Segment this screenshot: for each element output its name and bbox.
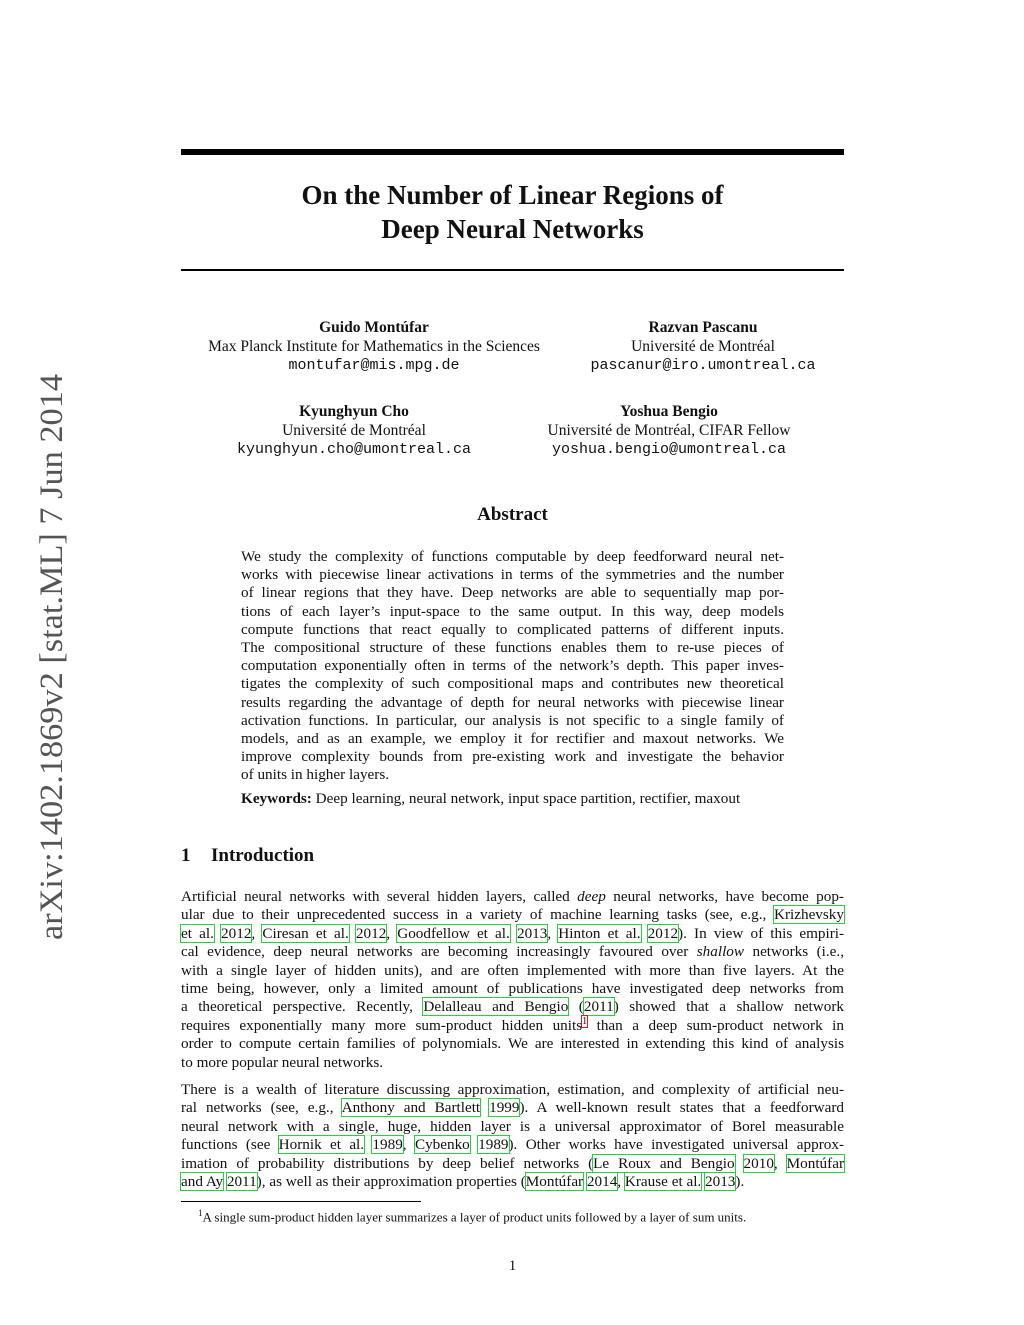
title-top-rule — [181, 149, 844, 155]
text-line — [181, 1099, 844, 1117]
abstract-body — [241, 548, 784, 784]
abstract-line: computation exponentially often in terms of the network’s depth. This paper inves- — [241, 657, 784, 675]
title-bottom-rule — [181, 269, 844, 271]
abstract-line: models, and as an example, we employ it for rectifier and maxout networks. We — [241, 729, 784, 747]
keywords-label: Keywords: — [241, 790, 312, 807]
abstract-heading: Abstract — [477, 504, 548, 525]
citation-link[interactable]: Montúfar — [786, 1154, 845, 1172]
text-run: imation of probability distributions by deep belief networks ( — [181, 1154, 594, 1172]
citation-link[interactable]: Montúfar — [525, 1172, 584, 1190]
arxiv-stamp — [10, 370, 80, 945]
text-run: , — [386, 924, 398, 942]
text-run: requires exponentially many more sum-product hidden units — [181, 1016, 583, 1034]
citation-link[interactable]: Delalleau and Bengio — [423, 998, 569, 1016]
text-run: ( — [568, 998, 584, 1016]
footnote-ref-link[interactable]: 1 — [582, 1015, 588, 1027]
text-line: to more popular neural networks. — [181, 1053, 384, 1071]
text-line: order to compute certain families of polynomials. We are interested in extending this kind of analysis — [181, 1035, 844, 1053]
text-run: ). Other works have investigated universal approx- — [508, 1136, 845, 1154]
footnote-text: A single sum-product hidden layer summarizes a layer of product units followed by a layer of sum units. — [202, 1209, 747, 1225]
arxiv-stamp-text: arXiv:1402.1869v2 [stat.ML] 7 Jun 2014 — [34, 395, 70, 940]
author-email[interactable]: pascanur@iro.umontreal.ca — [590, 357, 816, 374]
text-run: ) showed that a shallow network — [613, 998, 844, 1016]
text-run: , — [617, 1172, 625, 1190]
citation-year-link[interactable]: 2011 — [583, 998, 614, 1016]
author-block — [525, 402, 813, 459]
text-run: cal evidence, deep neural networks are becoming increasingly favoured over — [181, 943, 697, 961]
text-run — [641, 925, 648, 942]
text-run: ). A well-known result states that a feedforward — [519, 1099, 844, 1117]
text-run: than a deep sum-product network in — [587, 1016, 844, 1034]
citation-year-link[interactable]: 2012 — [647, 924, 679, 942]
text-run: , — [773, 1154, 787, 1172]
text-run: functions (see — [181, 1136, 279, 1154]
citation-link[interactable]: Hinton et al. — [558, 924, 641, 942]
paper-title — [181, 178, 844, 246]
text-line — [181, 888, 844, 906]
text-run: ). — [735, 1172, 745, 1190]
abstract-line: activation functions. In particular, our analysis is not specific to a single family of — [241, 711, 784, 729]
text-run: , — [402, 1136, 415, 1154]
title-line-2: Deep Neural Networks — [381, 214, 644, 244]
text-run — [214, 925, 221, 942]
section-title: Introduction — [211, 845, 315, 866]
abstract-line: tigates the complexity of such compositional maps and contributes new theoretical — [241, 675, 784, 693]
abstract-line: compute functions that react equally to complicated patterns of different inputs. — [241, 620, 784, 638]
citation-link[interactable]: Le Roux and Bengio — [593, 1154, 735, 1172]
author-block — [214, 402, 494, 459]
text-run: neural networks, have become pop- — [605, 888, 844, 905]
citation-year-link[interactable]: 2010 — [743, 1154, 774, 1172]
text-run — [480, 1099, 489, 1116]
text-line — [181, 1017, 844, 1035]
text-line — [181, 925, 844, 943]
citation-link[interactable]: Ciresan et al. — [262, 924, 349, 942]
citation-link[interactable]: Cybenko — [414, 1136, 470, 1154]
abstract-line: We study the complexity of functions computable by deep feedforward neural net- — [241, 548, 784, 565]
abstract-line: of linear regions that they have. Deep networks are able to sequentially map por- — [241, 584, 784, 602]
page-number: 1 — [508, 1258, 517, 1274]
citation-year-link[interactable]: 1999 — [489, 1099, 520, 1117]
citation-year-link[interactable]: 2012 — [221, 924, 252, 942]
intro-paragraph-2 — [181, 1081, 844, 1191]
citation-year-link[interactable]: 2012 — [355, 924, 387, 942]
footnote — [198, 1208, 746, 1225]
author-affiliation: Université de Montréal — [631, 338, 775, 355]
author-email[interactable]: montufar@mis.mpg.de — [288, 357, 460, 374]
text-line: time being, however, only a limited amount of publications have investigated deep networks from — [181, 979, 844, 997]
author-affiliation: Max Planck Institute for Mathematics in the Sciences — [208, 338, 540, 355]
citation-link[interactable]: Krause et al. — [624, 1172, 702, 1190]
citation-year-link[interactable]: 1989 — [372, 1136, 403, 1154]
author-name: Guido Montúfar — [319, 319, 429, 336]
text-line: neural network with a single, huge, hidden layer is a universal approximator of Borel measurable — [181, 1117, 844, 1135]
text-run: Artificial neural networks with several hidden layers, called — [181, 888, 578, 905]
text-line — [181, 1136, 844, 1154]
citation-year-link[interactable]: 2013 — [705, 1172, 736, 1190]
text-run: ral networks (see, e.g., — [181, 1099, 342, 1117]
citation-year-link[interactable]: 1989 — [478, 1136, 509, 1154]
text-run: , — [251, 924, 263, 942]
author-affiliation: Université de Montréal — [282, 422, 426, 439]
citation-year-link[interactable]: 2011 — [226, 1172, 257, 1190]
footnote-mark: 1 — [198, 1208, 203, 1218]
title-line-1: On the Number of Linear Regions of — [301, 180, 724, 210]
author-name: Yoshua Bengio — [620, 403, 718, 420]
author-name: Razvan Pascanu — [648, 319, 758, 336]
citation-link[interactable]: and Ay — [181, 1172, 224, 1190]
section-heading — [181, 845, 314, 867]
text-run — [510, 925, 517, 942]
footnote-rule — [181, 1201, 421, 1202]
keywords — [241, 790, 801, 808]
citation-link[interactable]: Krizhevsky — [773, 906, 844, 924]
intro-paragraph-1 — [181, 888, 844, 1072]
author-block — [563, 318, 843, 375]
citation-year-link[interactable]: 2013 — [516, 924, 548, 942]
text-line: There is a wealth of literature discussing approximation, estimation, and complexity of artificial neu- — [181, 1081, 844, 1098]
text-run: ular due to their unprecedented success in a variety of machine learning tasks (see, e.g., — [181, 906, 774, 924]
abstract-line: works with piecewise linear activations in terms of the symmetries and the number — [241, 566, 784, 584]
author-email[interactable]: kyunghyun.cho@umontreal.ca — [236, 441, 472, 458]
abstract-line: improve complexity bounds from pre-existing work and investigate the behavior — [241, 748, 784, 766]
emphasis: shallow — [696, 943, 745, 961]
citation-link[interactable]: Anthony and Bartlett — [341, 1099, 481, 1117]
emphasis: deep — [577, 888, 606, 905]
text-line — [181, 1155, 844, 1173]
author-affiliation: Université de Montréal, CIFAR Fellow — [547, 422, 791, 439]
text-line — [181, 943, 844, 961]
text-run: ). In view of this empiri- — [678, 924, 845, 942]
citation-year-link[interactable]: 2014 — [586, 1172, 618, 1190]
text-line — [181, 906, 844, 924]
abstract-line: tions of each layer’s input-space to the same output. In this way, deep models — [241, 602, 784, 620]
text-run — [735, 1155, 744, 1172]
abstract-line: results regarding the advantage of depth for neural networks with piecewise linear — [241, 693, 784, 711]
text-run: networks (i.e., — [744, 943, 844, 961]
abstract-line: of units in higher layers. — [241, 766, 390, 784]
text-run — [349, 925, 356, 942]
text-line: with a single layer of hidden units), and are often implemented with more than five layers. At the — [181, 961, 844, 979]
text-run — [470, 1136, 478, 1153]
abstract-line: The compositional structure of these functions enables them to re-use pieces of — [241, 638, 784, 656]
citation-link[interactable]: Goodfellow et al. — [397, 924, 510, 942]
citation-link[interactable]: Hornik et al. — [278, 1136, 365, 1154]
citation-link[interactable]: et al. — [181, 924, 214, 942]
text-run: , — [547, 924, 559, 942]
text-run: a theoretical perspective. Recently, — [181, 998, 424, 1016]
author-email[interactable]: yoshua.bengio@umontreal.ca — [551, 441, 787, 458]
text-line — [181, 1173, 844, 1191]
text-run: ), as well as their approximation properties ( — [256, 1172, 526, 1190]
keywords-text: Deep learning, neural network, input space partition, rectifier, maxout — [311, 790, 741, 807]
text-line — [181, 998, 844, 1016]
author-block — [194, 318, 554, 375]
author-name: Kyunghyun Cho — [299, 403, 409, 420]
section-number: 1 — [181, 845, 191, 866]
